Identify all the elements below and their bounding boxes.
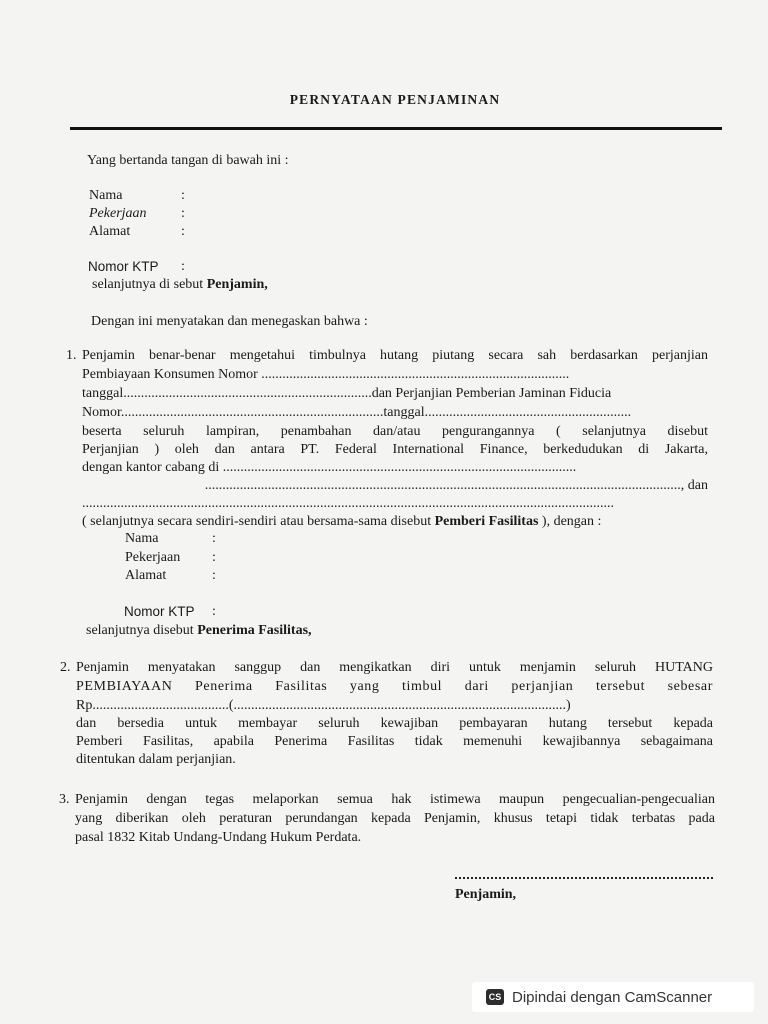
- declaration-text: Dengan ini menyatakan dan menegaskan bahwa :: [91, 314, 368, 329]
- point2-line4: dan bersedia untuk membayar seluruh kewajiban pembayaran hutang tersebut kepada: [76, 716, 713, 731]
- point2-line1: Penjamin menyatakan sanggup dan mengikatkan diri untuk menjamin seluruh HUTANG: [76, 660, 713, 675]
- facility-giver-ktp-label: Nomor KTP: [124, 604, 195, 619]
- point1-line8: ........................................................................................................................................, dan: [204, 478, 708, 493]
- guarantor-address-colon: :: [181, 224, 185, 239]
- point3-line1: Penjamin dengan tegas melaporkan semua hak istimewa maupun pengecualian-pengecualian: [75, 792, 715, 807]
- point1-number: 1.: [66, 348, 77, 363]
- title-divider: [70, 127, 722, 130]
- guarantor-called: [92, 277, 268, 293]
- facility-giver-job-colon: :: [212, 550, 216, 565]
- point1-line4: Nomor...........................................................................tanggal...........................................................: [82, 405, 632, 420]
- point1-line9: ........................................................................................................................................................: [82, 496, 614, 511]
- point1-line3: tanggal.......................................................................dan Perjanjian Pemberian Jaminan Fiducia: [82, 386, 612, 401]
- guarantor-name-colon: :: [181, 188, 185, 203]
- point2-line2: PEMBIAYAAN Penerima Fasilitas yang timbul dari perjanjian tersebut sebesar: [76, 679, 713, 694]
- guarantor-address-label: Alamat: [89, 224, 131, 239]
- point2-line3: Rp.......................................(...............................................................................................): [76, 698, 571, 713]
- guarantor-job-label: Pekerjaan: [89, 206, 147, 221]
- point1-line6: Perjanjian ) oleh dan antara PT. Federal International Finance, berkedudukan di Jakarta,: [82, 442, 708, 457]
- facility-giver-address-colon: :: [212, 568, 216, 583]
- facility-giver-job-label: Pekerjaan: [125, 550, 181, 565]
- camscanner-text: Dipindai dengan CamScanner: [512, 988, 713, 1006]
- signature-label: Penjamin,: [455, 887, 517, 902]
- point3-line2: yang diberikan oleh peraturan perundangan kepada Penjamin, khusus tetapi tidak terbatas pada: [75, 811, 715, 826]
- point3-number: 3.: [59, 792, 70, 807]
- point1-line10-suffix: ), dengan :: [538, 514, 602, 529]
- recipient-called-bold: Penerima Fasilitas,: [197, 623, 312, 638]
- recipient-called-prefix: selanjutnya disebut: [86, 623, 198, 638]
- point2-number: 2.: [60, 660, 71, 675]
- camscanner-logo-icon: CS: [486, 989, 504, 1005]
- point3-line3: pasal 1832 Kitab Undang-Undang Hukum Perdata.: [75, 830, 362, 845]
- point1-line5: beserta seluruh lampiran, penambahan dan/atau pengurangannya ( selanjutnya disebut: [82, 424, 708, 439]
- guarantor-job-colon: :: [181, 206, 185, 221]
- guarantor-called-bold: Penjamin,: [206, 277, 268, 292]
- intro-text: Yang bertanda tangan di bawah ini :: [87, 153, 289, 168]
- point2-line6: ditentukan dalam perjanjian.: [76, 752, 236, 767]
- facility-giver-name-colon: :: [212, 531, 216, 546]
- facility-giver-name-label: Nama: [125, 531, 159, 546]
- point1-line10-bold: Pemberi Fasilitas: [434, 514, 539, 529]
- recipient-called: [86, 623, 312, 639]
- point1-line10: [82, 514, 601, 530]
- point1-line1: Penjamin benar-benar mengetahui timbulnya hutang piutang secara sah berdasarkan perjanjian: [82, 348, 708, 363]
- document-title: PERNYATAAN PENJAMINAN: [289, 92, 501, 107]
- point2-line5: Pemberi Fasilitas, apabila Penerima Fasilitas tidak memenuhi kewajibannya sebagaimana: [76, 734, 713, 749]
- guarantor-called-prefix: selanjutnya di sebut: [92, 277, 207, 292]
- guarantor-name-label: Nama: [89, 188, 123, 203]
- facility-giver-ktp-colon: :: [212, 604, 216, 619]
- guarantor-ktp-colon: :: [181, 259, 185, 274]
- point1-line10-prefix: ( selanjutnya secara sendiri-sendiri atau bersama-sama disebut: [82, 514, 435, 529]
- point1-line2: Pembiayaan Konsumen Nomor ........................................................................................: [82, 367, 570, 382]
- signature-line: [455, 873, 713, 879]
- point1-line7: dengan kantor cabang di .....................................................................................................: [82, 460, 577, 475]
- facility-giver-address-label: Alamat: [125, 568, 167, 583]
- guarantor-ktp-label: Nomor KTP: [88, 259, 159, 274]
- camscanner-watermark: [472, 982, 754, 1012]
